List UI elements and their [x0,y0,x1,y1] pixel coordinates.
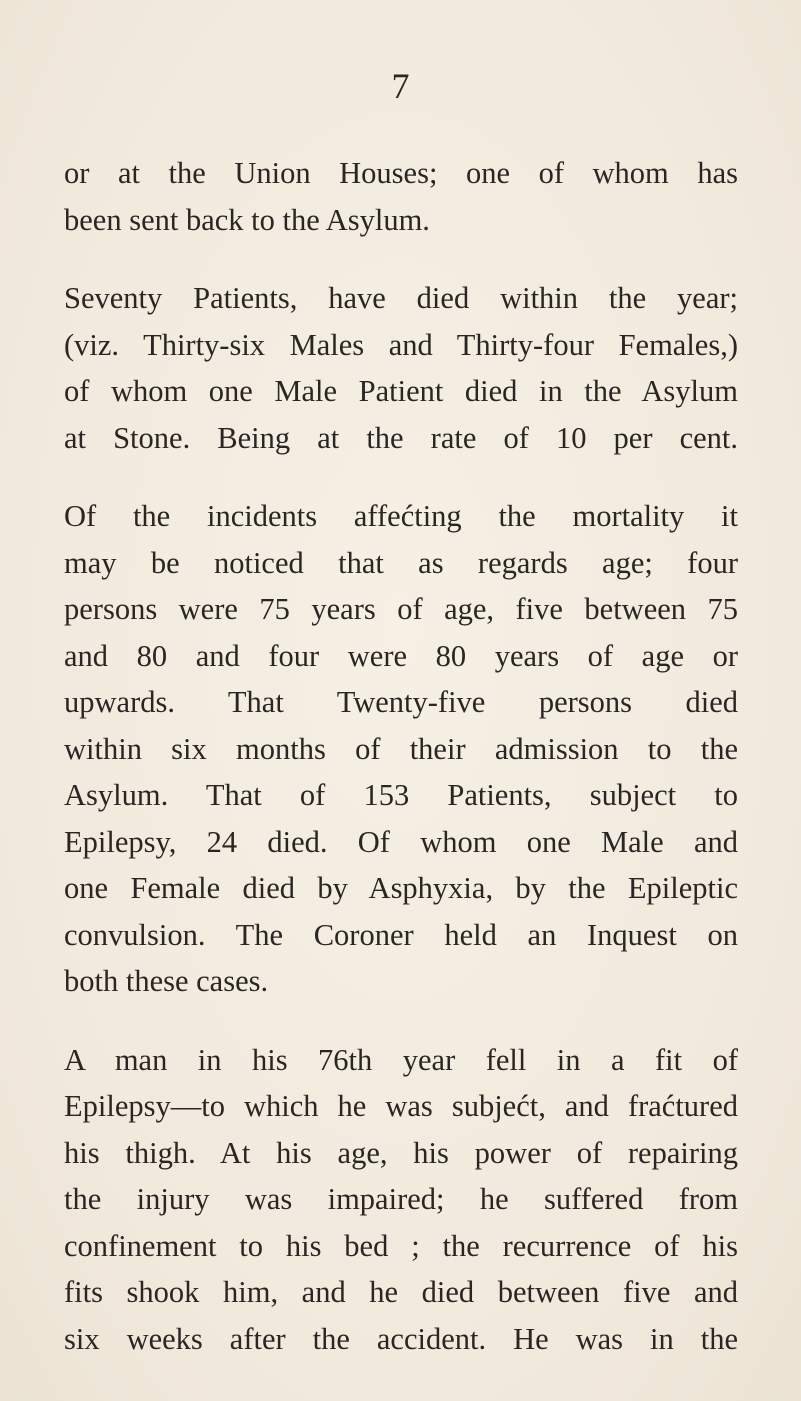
text-line: may be noticed that as regards age; four [64,545,738,580]
text-line: Seventy Patients, have died within the year; [64,281,738,315]
paragraph-gap [64,243,738,275]
text-line: been sent back to the Asylum. [64,202,430,237]
text-line: (viz. Thirty-six Males and Thirty-four Females,) [64,327,738,362]
text-line: persons were 75 years of age, five between 75 [64,592,738,626]
text-line: Of the incidents affećting the mortality it [64,499,738,533]
text-line: of whom one Male Patient died in the Asylum [64,374,738,408]
paragraph-3 [64,493,738,1005]
text-line: convulsion. The Coroner held an Inquest on [64,917,738,952]
text-line: or at the Union Houses; one of whom has [64,156,738,190]
text-line: at Stone. Being at the rate of 10 per cent. [64,420,738,455]
text-line: Asylum. That of 153 Patients, subject to [64,778,738,812]
paragraph-4 [64,1037,738,1363]
text-line: Epilepsy—to which he was subjećt, and fraćtured [64,1089,738,1123]
paragraph-gap [64,1005,738,1037]
text-line: confinement to his bed ; the recurrence of his [64,1228,738,1263]
paragraph-2 [64,275,738,461]
body-text [64,150,738,1362]
text-line: fits shook him, and he died between five and [64,1275,738,1309]
text-line: within six months of their admission to the [64,731,738,766]
paragraph-gap [64,461,738,493]
text-line: six weeks after the accident. He was in the [64,1321,738,1356]
text-line: both these cases. [64,964,269,998]
text-line: Epilepsy, 24 died. Of whom one Male and [64,824,738,859]
text-line: the injury was impaired; he suffered from [64,1182,738,1216]
text-line: upwards. That Twenty-five persons died [64,685,738,719]
text-line: his thigh. At his age, his power of repairing [64,1135,738,1170]
text-line: and 80 and four were 80 years of age or [64,638,738,673]
paragraph-1 [64,150,738,243]
text-line: one Female died by Asphyxia, by the Epileptic [64,871,738,905]
text-line: A man in his 76th year fell in a fit of [64,1042,738,1077]
page-number: 7 [391,66,410,106]
